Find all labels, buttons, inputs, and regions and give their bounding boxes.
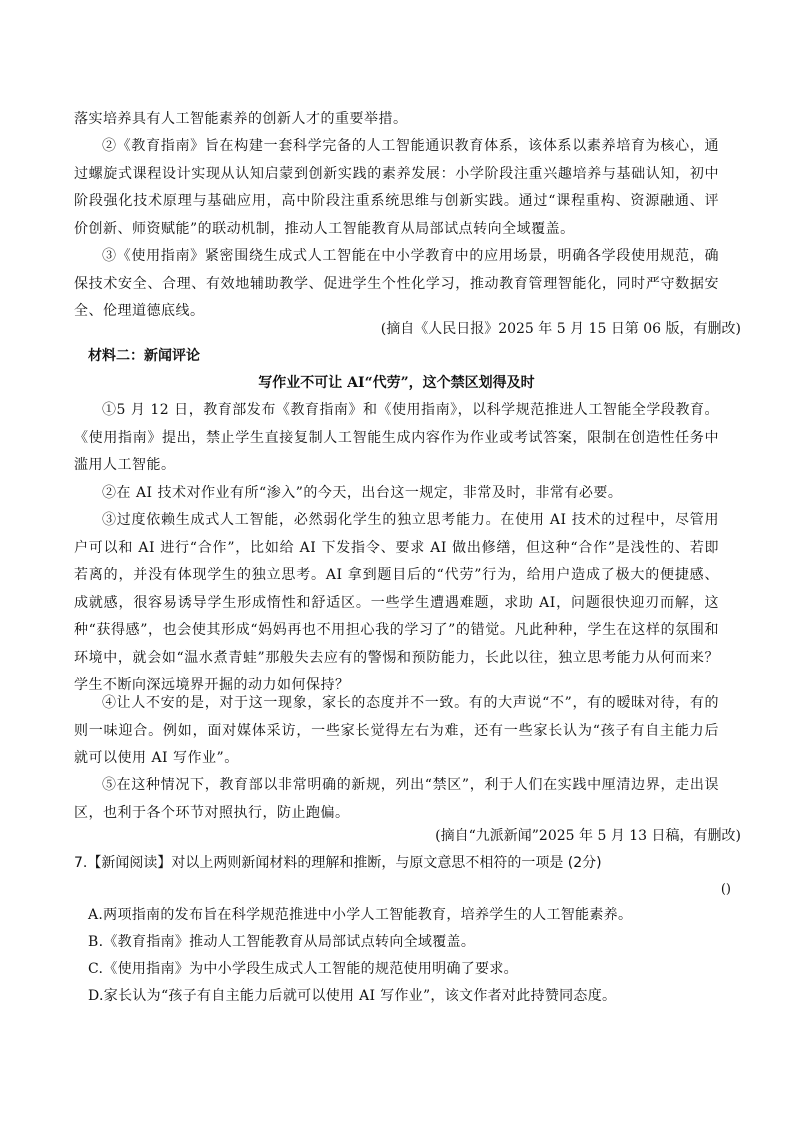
material2-paragraph-1: ①5 月 12 日，教育部发布《教育指南》和《使用指南》，以科学规范推进人工智能全学段教育。《使用指南》提出，禁止学生直接复制人工智能生成内容作为作业或考试答案，限制在创造性任务中滥用人工智能。 (74, 402, 719, 473)
option-a: A.两项指南的发布旨在科学规范推进中小学人工智能教育，培养学生的人工智能素养。 (88, 907, 633, 923)
material2-source: (摘自“九派新闻”2025 年 5 月 13 日稿，有删改) (435, 828, 741, 844)
material1-source: (摘自《人民日报》2025 年 5 月 15 日第 06 版，有删改) (380, 321, 741, 337)
option-c: C.《使用指南》为中小学段生成式人工智能的规范使用明确了要求。 (88, 961, 518, 977)
material1-paragraph-2: ②《教育指南》旨在构建一套科学完备的人工智能通识教育体系，该体系以素养培育为核心，通过螺旋式课程设计实现从认知启蒙到创新实践的素养发展：小学阶段注重兴趣培养与基础认知，初中阶段强化技术原理与基础应用，高中阶段注重系统思维与创新实践。通过“课程重构、资源融通、评价创新、师资赋能”的联动机制，推动人工智能教育从局部试点转向全域覆盖。 (74, 138, 719, 237)
material1-paragraph-3: ③《使用指南》紧密围绕生成式人工智能在中小学教育中的应用场景，明确各学段使用规范，确保技术安全、合理、有效地辅助教学、促进学生个性化学习，推动教育管理智能化，同时严守数据安全、伦理道德底线。 (74, 248, 719, 319)
material2-paragraph-5: ⑤在这种情况下，教育部以非常明确的新规，列出“禁区”，利于人们在实践中厘清边界，走出误区，也利于各个环节对照执行，防止跑偏。 (74, 777, 719, 821)
material2-heading: 材料二：新闻评论 (88, 348, 200, 364)
option-b: B.《教育指南》推动人工智能教育从局部试点转向全域覆盖。 (88, 934, 476, 950)
material2-paragraph-4: ④让人不安的是，对于这一现象，家长的态度并不一致。有的大声说“不”，有的暧昧对待，有的则一味迎合。例如，面对媒体采访，一些家长觉得左右为难，还有一些家长认为“孩子有自主能力后就可以使用 AI 写作业”。 (74, 695, 719, 766)
material2-paragraph-2: ②在 AI 技术对作业有所“渗入”的今天，出台这一规定，非常及时，非常有必要。 (102, 485, 623, 501)
question-stem: 7.【新闻阅读】对以上两则新闻材料的理解和推断，与原文意思不相符的一项是 (2分) (74, 855, 602, 871)
answer-blank: () (720, 882, 731, 897)
option-d: D.家长认为“孩子有自主能力后就可以使用 AI 写作业”，该文作者对此持赞同态度。 (88, 988, 617, 1004)
material1-paragraph-1-tail: 落实培养具有人工智能素养的创新人才的重要举措。 (74, 111, 408, 127)
material2-paragraph-3: ③过度依赖生成式人工智能，必然弱化学生的独立思考能力。在使用 AI 技术的过程中，尽管用户可以和 AI 进行“合作”，比如给 AI 下发指令、要求 AI 做出修缮，但这种“合作”是浅性的、若即若离的，并没有体现学生的独立思考。AI 拿到题目后的“代劳”行为，给用户造成了极大的便捷感、成就感，很容易诱导学生形成惰性和舒适区。一些学生遭遇难题，求助 AI，问题很快迎刃而解，这种“获得感”，也会使其形成“妈妈再也不用担心我的学习了”的错觉。凡此种种，学生在这样的氛围和环境中，就会如“温水煮青蛙”那般失去应有的警惕和预防能力，长此以往，独立思考能力从何而来？学生不断向深远境界开掘的动力如何保持？ (74, 512, 719, 693)
article-title: 写作业不可让 AI“代劳”，这个禁区划得及时 (258, 375, 535, 391)
